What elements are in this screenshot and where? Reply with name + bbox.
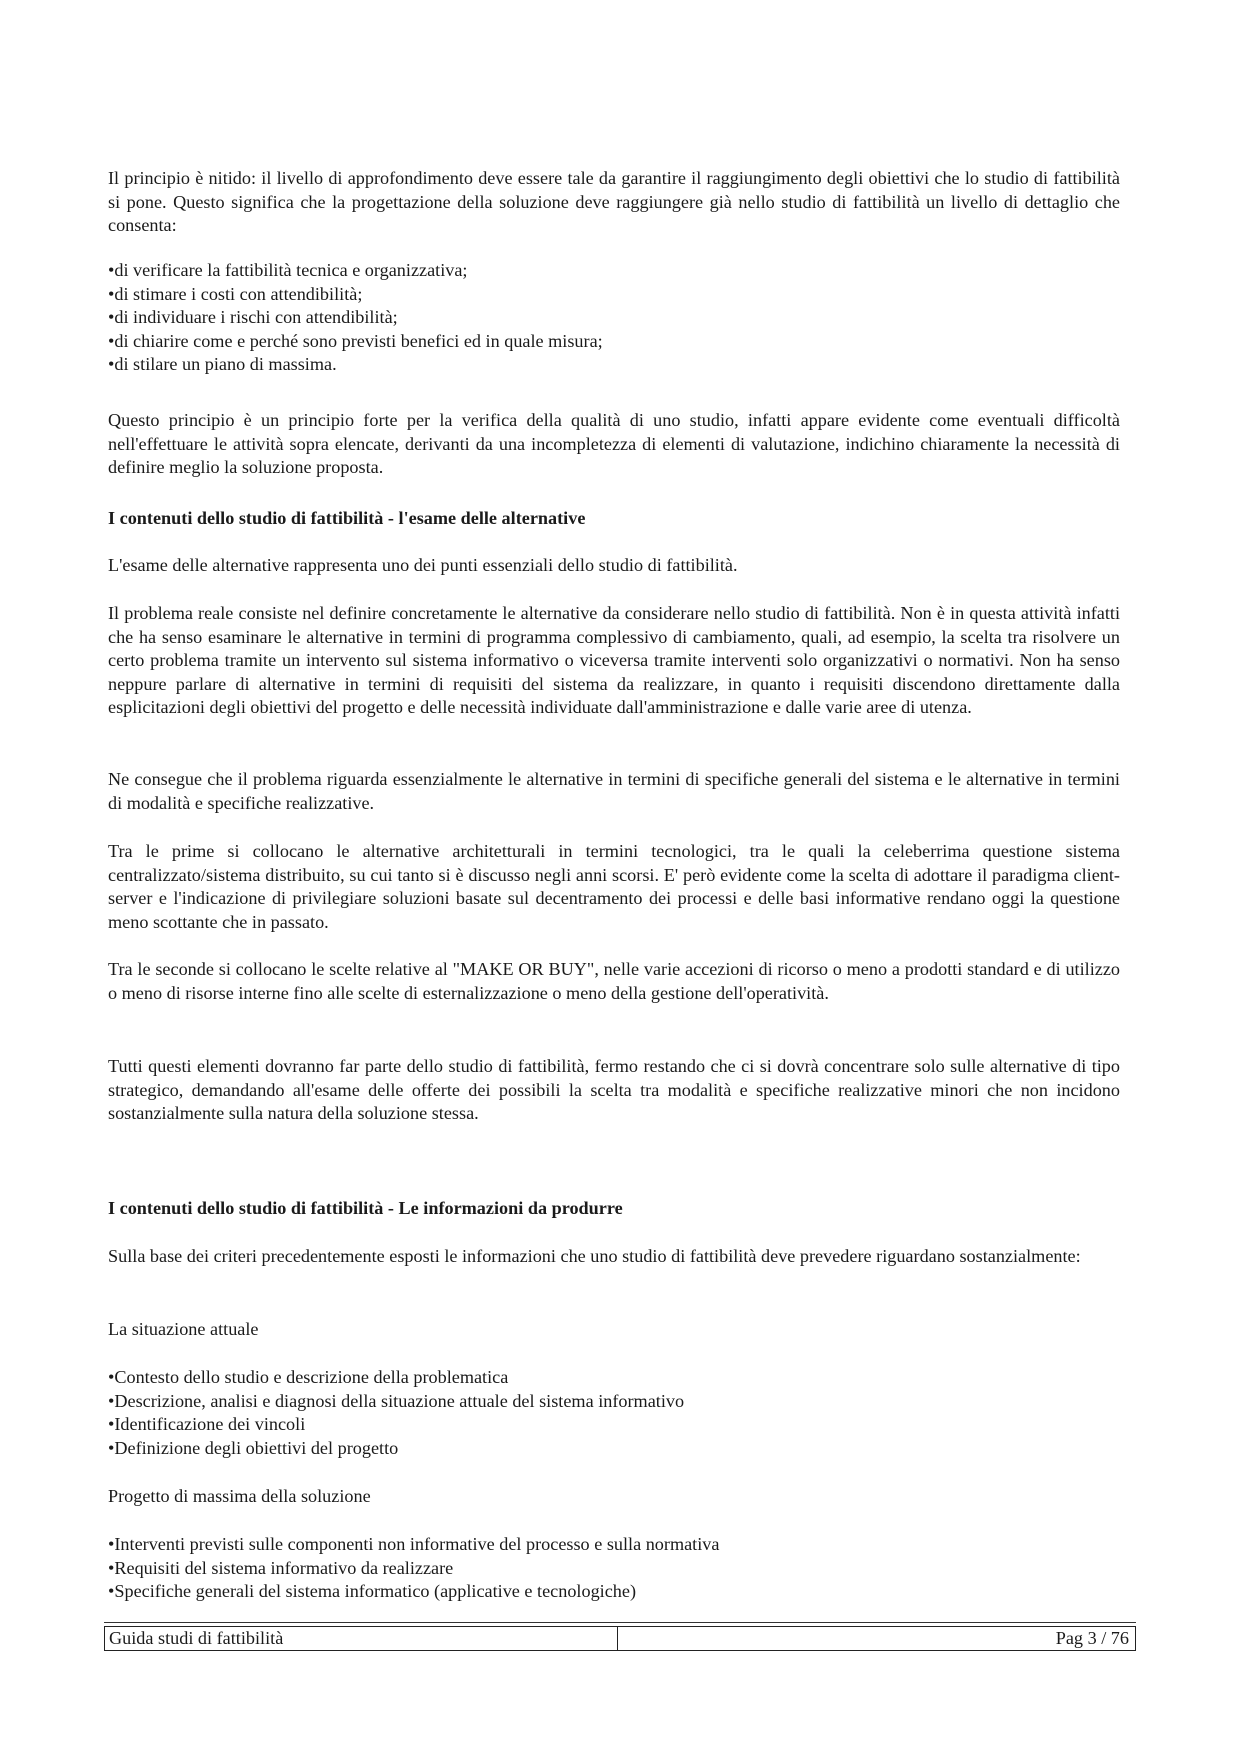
- group-title-current-situation: La situazione attuale: [108, 1319, 259, 1339]
- list-item: •Specifiche generali del sistema informatico (applicative e tecnologiche): [108, 1581, 637, 1601]
- list-item: •di individuare i rischi con attendibilità;: [108, 307, 398, 327]
- paragraph: L'esame delle alternative rappresenta uno dei punti essenziali dello studio di fattibilità.: [108, 555, 738, 575]
- paragraph: Tra le prime si collocano le alternative architetturali in termini tecnologici, tra le quali la celeberrima questione sistema centralizzato/sistema distribuito, su cui tanto si è discusso negli anni scorsi. E' però evidente come la scelta di adottare il paradigma client-server e l'indicazione di privilegiare soluzioni basate sul decentramento dei processi e delle basi informative rendano oggi la questione meno scottante che in passato.: [108, 841, 1120, 932]
- footer-document-title: Guida studi di fattibilità: [105, 1627, 618, 1650]
- footer-divider: [104, 1622, 1136, 1623]
- intro-paragraph: Il principio è nitido: il livello di approfondimento deve essere tale da garantire il raggiungimento degli obiettivi che lo studio di fattibilità si pone. Questo significa che la progettazione della soluzione deve raggiungere già nello studio di fattibilità un livello di dettaglio che consenta:: [108, 168, 1120, 235]
- list-item: •Requisiti del sistema informativo da realizzare: [108, 1557, 454, 1578]
- paragraph: Ne consegue che il problema riguarda essenzialmente le alternative in termini di specifiche generali del sistema e le alternative in termini di modalità e specifiche realizzative.: [108, 769, 1120, 813]
- list-item: •Identificazione dei vincoli: [108, 1414, 306, 1434]
- paragraph: Tutti questi elementi dovranno far parte dello studio di fattibilità, fermo restando che ci si dovrà concentrare solo sulle alternative di tipo strategico, demandando all'esame delle offerte dei possibili la scelta tra modalità e specifiche realizzative minori che non incidono sostanzialmente sulla natura della soluzione stessa.: [108, 1056, 1120, 1123]
- list-item: •Interventi previsti sulle componenti non informative del processo e sulla normativa: [108, 1534, 720, 1554]
- group-title-solution-design: Progetto di massima della soluzione: [108, 1486, 371, 1506]
- list-item: •di stilare un piano di massima.: [108, 354, 337, 374]
- requirements-list: [108, 259, 1120, 377]
- list-item: •di verificare la fattibilità tecnica e organizzativa;: [108, 260, 468, 280]
- paragraph: Il problema reale consiste nel definire concretamente le alternative da considerare nello studio di fattibilità. Non è in questa attività infatti che ha senso esaminare le alternative in termini di programma complessivo di cambiamento, quali, ad esempio, la scelta tra risolvere un certo problema tramite un intervento sul sistema informativo o viceversa tramite interventi solo organizzativi o normativi. Non ha senso neppure parlare di alternative in termini di requisiti del sistema da realizzare, in quanto i requisiti discendono direttamente dalla esplicitazioni degli obiettivi del progetto e delle necessità individuate dall'amministrazione e dalle varie aree di utenza.: [108, 603, 1120, 717]
- footer-spacer: [618, 1627, 1056, 1650]
- solution-design-list: [108, 1533, 1120, 1604]
- list-item: •Descrizione, analisi e diagnosi della situazione attuale del sistema informativo: [108, 1390, 685, 1411]
- list-item: •Definizione degli obiettivi del progetto: [108, 1437, 399, 1458]
- section-heading-information: I contenuti dello studio di fattibilità - Le informazioni da produrre: [108, 1198, 623, 1218]
- list-item: •di chiarire come e perché sono previsti benefici ed in quale misura;: [108, 330, 603, 351]
- paragraph: Tra le seconde si collocano le scelte relative al "MAKE OR BUY", nelle varie accezioni di ricorso o meno a prodotti standard e di utilizzo o meno di risorse interne fino alle scelte di esternalizzazione o meno della gestione dell'operatività.: [108, 959, 1120, 1003]
- list-item: •Contesto dello studio e descrizione della problematica: [108, 1367, 509, 1387]
- current-situation-list: [108, 1366, 1120, 1460]
- paragraph: Sulla base dei criteri precedentemente esposti le informazioni che uno studio di fattibilità deve prevedere riguardano sostanzialmente:: [108, 1246, 1081, 1266]
- principle-paragraph: Questo principio è un principio forte per la verifica della qualità di uno studio, infatti appare evidente come eventuali difficoltà nell'effettuare le attività sopra elencate, derivanti da una incompletezza di elementi di valutazione, indichino chiaramente la necessità di definire meglio la soluzione proposta.: [108, 410, 1120, 477]
- page-footer: [104, 1626, 1136, 1651]
- footer-page-number: Pag 3 / 76: [1055, 1628, 1129, 1648]
- list-item: •di stimare i costi con attendibilità;: [108, 283, 363, 304]
- section-heading-alternatives: I contenuti dello studio di fattibilità - l'esame delle alternative: [108, 508, 586, 528]
